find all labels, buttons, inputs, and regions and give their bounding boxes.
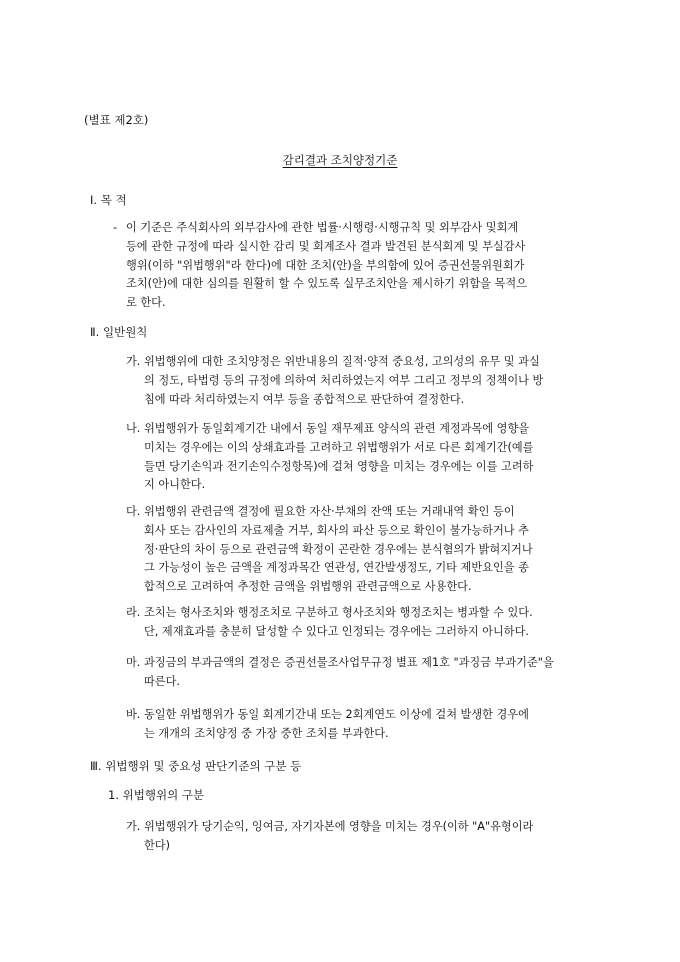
paragraph-line: 위법행위 관련금액 결정에 필요한 자산·부채의 잔액 또는 거래내역 확인 등이 [144, 505, 515, 518]
section-heading-purpose: Ⅰ. 목 적 [90, 193, 127, 207]
paragraph-ga [126, 353, 584, 409]
paragraph-line: 미치는 경우에는 이의 상쇄효과를 고려하고 위법행위가 서로 다른 회계기간(예를 [144, 440, 534, 454]
paragraph-purpose [113, 219, 582, 313]
paragraph-line: 정·판단의 차이 등으로 관련금액 확정이 곤란한 경우에는 분식혐의가 밝혀지거나 [144, 542, 533, 556]
paragraph-line: 회사 또는 감사인의 자료제출 거부, 회사의 파산 등으로 확인이 불가능하거나 추 [144, 523, 529, 537]
paragraph-ra [126, 604, 584, 642]
paragraph-marker: 가. [126, 820, 141, 833]
paragraph-line: 위법행위가 동일회계기간 내에서 동일 재무제표 양식의 관련 계정과목에 영향을 [144, 422, 530, 435]
paragraph-line: 조치는 형사조치와 행정조치로 구분하고 형사조치와 행정조치는 병과할 수 있다. [144, 606, 533, 619]
section-heading-violation-types: Ⅲ. 위법행위 및 중요성 판단기준의 구분 등 [90, 759, 302, 773]
paragraph-line: 위법행위에 대한 조치양정은 위반내용의 질적·양적 중요성, 고의성의 유무 및 과실 [144, 355, 540, 368]
paragraph-line: 행위(이하 "위법행위"라 한다)에 대한 조치(안)을 부의함에 있어 증권선물위원회가 [126, 258, 525, 272]
paragraph-marker: 가. [126, 355, 141, 368]
paragraph-line: 로 한다. [126, 296, 166, 310]
paragraph-line: 단, 제재효과를 충분히 달성할 수 있다고 인정되는 경우에는 그러하지 아니하다. [144, 624, 529, 638]
page-title [0, 152, 680, 168]
paragraph-na [126, 420, 584, 495]
annex-label: (별표 제2호) [84, 113, 149, 127]
paragraph-line: 의 정도, 타법령 등의 규정에 의하여 처리하였는지 여부 그리고 정부의 정책이나 방 [144, 373, 544, 387]
paragraph-line: 따른다. [144, 674, 180, 688]
paragraph-line: 이 기준은 주식회사의 외부감사에 관한 법률·시행령·시행규칙 및 외부감사 및회계 [126, 221, 519, 234]
paragraph-line: 침에 따라 처리하였는지 여부 등을 종합적으로 판단하여 결정한다. [144, 392, 465, 406]
paragraph-line: 조치(안)에 대한 심의를 원활히 할 수 있도록 실무조치안을 제시하기 위함을 목적으 [126, 277, 527, 291]
paragraph-marker: 바. [126, 708, 141, 721]
paragraph-marker: 나. [126, 422, 141, 435]
paragraph-type-a [126, 818, 584, 856]
paragraph-line: 한다) [144, 838, 170, 852]
subsection-heading: 1. 위법행위의 구분 [108, 788, 205, 802]
paragraph-line: 는 개개의 조치양정 중 가장 중한 조치를 부과한다. [144, 726, 389, 740]
paragraph-da [126, 503, 584, 597]
paragraph-line: 등에 관한 규정에 따라 실시한 감리 및 회계조사 결과 발견된 분식회계 및 부실감사 [126, 239, 526, 253]
paragraph-marker: 라. [126, 606, 141, 619]
paragraph-line: 합적으로 고려하여 추정한 금액을 위법행위 관련금액으로 사용한다. [144, 580, 472, 594]
paragraph-marker: - [113, 221, 118, 234]
paragraph-line: 과징금의 부과금액의 결정은 증권선물조사업무규정 별표 제1호 "과징금 부과기준"을 [144, 656, 554, 669]
paragraph-marker: 다. [126, 505, 141, 518]
paragraph-marker: 마. [126, 656, 141, 669]
paragraph-ma [126, 654, 584, 692]
page-title-text: 감리결과 조치양정기준 [282, 153, 398, 167]
paragraph-line: 들면 당기손익과 전기손익수정항목)에 걸쳐 영향을 미치는 경우에는 이를 고려하 [144, 459, 534, 473]
paragraph-line: 동일한 위법행위가 동일 회계기간내 또는 2회계연도 이상에 걸쳐 발생한 경우에 [144, 708, 529, 721]
paragraph-line: 위법행위가 당기순익, 잉여금, 자기자본에 영향을 미치는 경우(이하 "A"유형이라 [144, 820, 534, 833]
section-heading-general-principles: Ⅱ. 일반원칙 [90, 325, 148, 339]
paragraph-line: 그 가능성이 높은 금액을 계정과목간 연관성, 연간발생정도, 기타 제반요인을 종 [144, 561, 529, 575]
paragraph-ba [126, 706, 584, 744]
paragraph-line: 지 아니한다. [144, 478, 206, 492]
